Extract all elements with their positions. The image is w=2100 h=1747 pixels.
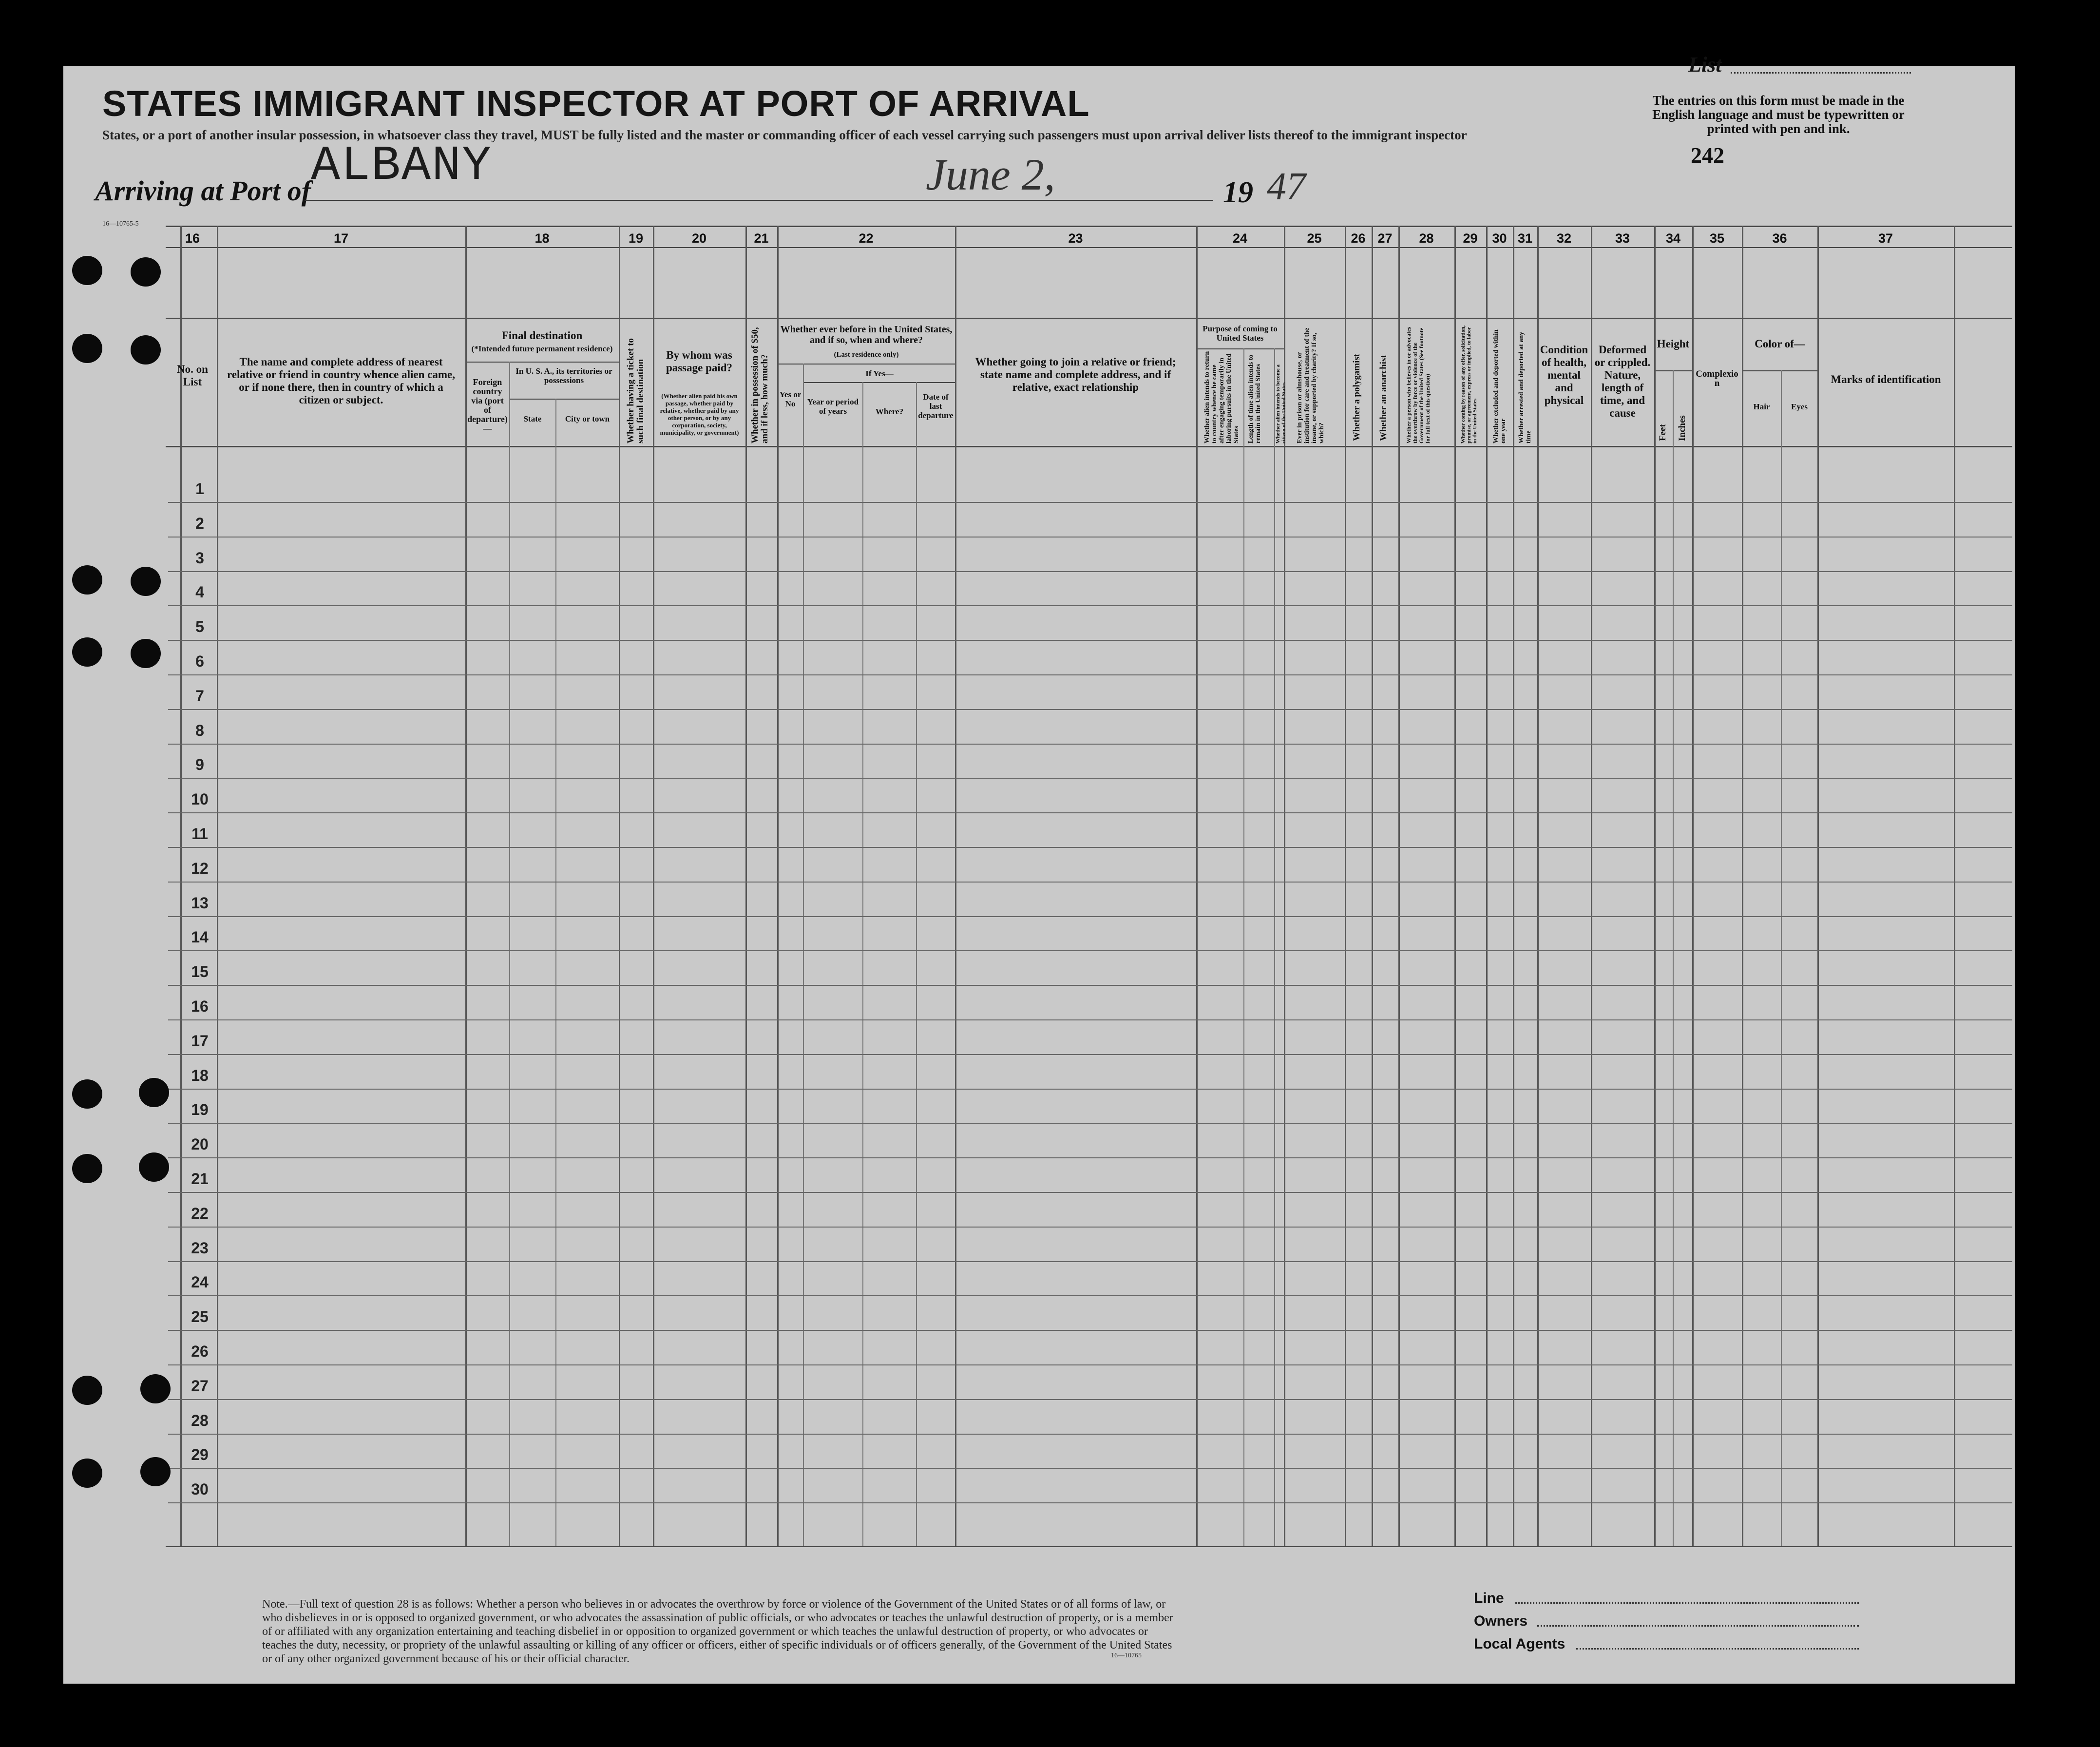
list-label: List <box>1688 53 1722 77</box>
header-q30: Whether excluded and deported within one year <box>1492 329 1507 443</box>
header-final-destination: Final destination <box>501 329 583 342</box>
row-number: 23 <box>191 1239 209 1257</box>
colnum-22: 22 <box>859 231 874 246</box>
row-rule <box>168 1123 2012 1124</box>
col-line <box>955 226 956 1546</box>
row-rule <box>168 571 2012 572</box>
row-rule <box>168 1364 2012 1365</box>
row-number: 28 <box>191 1411 209 1429</box>
footer-line-field[interactable] <box>1515 1602 1859 1604</box>
row-rule <box>168 640 2012 641</box>
row-number: 3 <box>195 549 204 567</box>
final-dest-divider <box>465 362 619 363</box>
header-intended-residence: (*Intended future permanent residence) <box>471 344 613 353</box>
footnote: Note.—Full text of question 28 is as follows: Whether a person who believes in or advocates the overthrow by force or violence of the Government of the United States or of all forms of law, or who disbelieves in or is opposed to organized government, or who advocates the assassination of public officials, or who advocates or teaches the unlawful destruction of property, or is a member of or affiliated with any organization entertaining and teaching disbelief in or opposition to organized government or which teaches the unlawful destruction of property, or who advocates or teaches the duty, necessity, or propriety of the unlawful assaulting or killing of any officer or officers, either of specific individuals or of officers generally, of the Government of the United States or of any other organized government because of his or their official character. <box>262 1598 1173 1665</box>
row-rule <box>168 1019 2012 1020</box>
punch-hole <box>72 565 102 595</box>
date-value: June 2, <box>926 150 1055 199</box>
colnum-17: 17 <box>333 231 349 246</box>
punch-hole <box>139 1078 169 1107</box>
row-rule <box>168 882 2012 883</box>
colnum-34: 34 <box>1665 231 1681 246</box>
colnum-35: 35 <box>1709 231 1725 246</box>
row-number: 20 <box>191 1135 209 1153</box>
header-inches: Inches <box>1677 415 1687 441</box>
col-line <box>1591 226 1592 1546</box>
col-line <box>509 362 510 1546</box>
colnum-24: 24 <box>1232 231 1248 246</box>
row-rule <box>168 502 2012 503</box>
col-line <box>1781 370 1782 1546</box>
colnum-25: 25 <box>1307 231 1322 246</box>
row-rule <box>168 1399 2012 1400</box>
header-hair: Hair <box>1753 402 1770 411</box>
header-if-yes: If Yes— <box>865 369 894 378</box>
colnum-31: 31 <box>1517 231 1533 246</box>
row-rule <box>168 709 2012 710</box>
col-line <box>1673 370 1674 1546</box>
col-line <box>803 364 804 1546</box>
col-line <box>1817 226 1819 1546</box>
col-line <box>1274 348 1275 1546</box>
header-yes-no: Yes or No <box>779 390 802 408</box>
header-last-residence: (Last residence only) <box>834 351 899 359</box>
row-rule <box>168 537 2012 538</box>
table-bottom-border <box>166 1546 2012 1547</box>
form-notice: The entries on this form must be made in the English language and must be typewritten or printed with pen and ink. <box>1652 93 1905 136</box>
row-rule <box>168 605 2012 606</box>
year-value: 47 <box>1267 165 1306 208</box>
row-number: 18 <box>191 1066 209 1084</box>
punch-hole <box>72 637 102 667</box>
footer-code: 16—10765 <box>1111 1652 1142 1659</box>
row-number: 12 <box>191 859 209 877</box>
punch-hole <box>72 334 102 363</box>
col-line <box>1486 226 1488 1546</box>
header-purpose-b: Length of time alien intends to remain in the United States <box>1247 354 1262 443</box>
header-q28: Whether a person who believes in or advocates the overthrow by force or violence of the Government of the United States (See footnote for full text of this question) <box>1405 326 1431 443</box>
form-code: 16—10765-5 <box>102 220 139 228</box>
header-in-usa: In U. S. A., its territories or possessions <box>515 366 612 385</box>
header-divider-mid <box>166 318 2012 319</box>
header-city: City or town <box>565 414 610 423</box>
header-feet: Feet <box>1658 424 1668 441</box>
colnum-36: 36 <box>1772 231 1787 246</box>
header-eyes: Eyes <box>1791 402 1808 411</box>
col-line <box>1454 226 1456 1546</box>
row-rule <box>168 1227 2012 1228</box>
row-rule <box>168 1192 2012 1193</box>
row-number: 2 <box>195 514 204 532</box>
col-line <box>1742 226 1743 1546</box>
col-line <box>916 382 917 1546</box>
port-field-line[interactable] <box>305 200 877 201</box>
row-number: 25 <box>191 1308 209 1326</box>
row-rule <box>168 812 2012 813</box>
header-purpose-c: Whether alien intends to become a citizen of the United States <box>1275 364 1287 443</box>
header-height: Height <box>1657 338 1690 350</box>
row-rule <box>168 1157 2012 1158</box>
colnum-19: 19 <box>628 231 644 246</box>
header-foreign-country: Foreign country via (port of departure)— <box>467 377 508 433</box>
row-rule <box>168 985 2012 986</box>
header-no-on-list: No. on List <box>177 363 208 388</box>
col-line <box>1196 226 1198 1546</box>
col-line <box>619 226 620 1546</box>
row-number: 5 <box>195 618 204 636</box>
document-sheet <box>63 66 2015 1684</box>
header-prison: Ever in prison or almshouse, or institution for care and treatment of the insane, or supported by charity? If so, which? <box>1296 327 1325 443</box>
header-marks: Marks of identification <box>1831 373 1941 385</box>
header-ticket: Whether having a ticket to such final destination <box>626 338 646 443</box>
col-line <box>777 226 779 1546</box>
header-polygamist: Whether a polygamist <box>1352 353 1362 441</box>
colnum-32: 32 <box>1556 231 1572 246</box>
row-number: 19 <box>191 1101 209 1119</box>
col-line <box>1692 226 1694 1546</box>
punch-hole <box>72 1154 102 1183</box>
header-passage-note: (Whether alien paid his own passage, whether paid by relative, whether paid by any other person, or by any corporation, society, municipality, or government) <box>660 392 739 436</box>
row-number: 7 <box>195 687 204 705</box>
colnum-30: 30 <box>1492 231 1507 246</box>
row-number: 14 <box>191 928 209 946</box>
footer-line-label: Line <box>1474 1590 1504 1606</box>
header-complexion: Complexion <box>1696 369 1738 388</box>
colnum-29: 29 <box>1463 231 1478 246</box>
col-line <box>1372 226 1373 1546</box>
form-number: 242 <box>1691 143 1724 168</box>
colnum-18: 18 <box>535 231 550 246</box>
list-number-line[interactable] <box>1731 72 1911 74</box>
header-q29: Whether coming by reason of any offer, solicitation, promise, or agreement, express or implied, to labor in the United States <box>1460 325 1478 443</box>
punch-hole <box>72 1376 102 1405</box>
col-line <box>653 226 654 1546</box>
punch-hole <box>72 1459 102 1488</box>
usa-divider <box>509 399 619 400</box>
row-rule <box>168 1502 2012 1503</box>
row-rule <box>168 1330 2012 1331</box>
col-line <box>862 382 863 1546</box>
colnum-28: 28 <box>1419 231 1434 246</box>
row-number: 26 <box>191 1343 209 1360</box>
header-ever-before: Whether ever before in the United States, and if so, when and where? <box>780 324 953 346</box>
if-yes-divider <box>803 382 955 383</box>
row-rule <box>168 1295 2012 1296</box>
col-line <box>1654 226 1656 1546</box>
header-state: State <box>523 414 542 423</box>
row-number: 29 <box>191 1446 209 1464</box>
punch-hole <box>131 567 161 596</box>
row-rule <box>168 778 2012 779</box>
col-line <box>1345 226 1346 1546</box>
punch-hole <box>140 1374 171 1403</box>
colnum-33: 33 <box>1615 231 1630 246</box>
row-number: 1 <box>195 480 204 498</box>
row-number: 16 <box>191 998 209 1015</box>
row-number: 30 <box>191 1480 209 1498</box>
header-color-of: Color of— <box>1755 338 1805 350</box>
row-number: 13 <box>191 894 209 912</box>
footer-owners-field[interactable] <box>1537 1625 1859 1627</box>
punch-hole <box>72 256 102 285</box>
colnum-26: 26 <box>1351 231 1366 246</box>
header-possession-50: Whether in possession of $50, and if less, how much? <box>750 327 770 443</box>
col-line <box>1513 226 1514 1546</box>
row-number: 15 <box>191 963 209 981</box>
col-line <box>1243 348 1244 1546</box>
header-purpose-a: Whether alien intends to return to country whence he came after engaging temporarily in laboring pursuits in the United States <box>1203 351 1240 443</box>
punch-hole <box>131 639 161 668</box>
row-rule <box>168 1054 2012 1055</box>
punch-hole <box>131 257 161 287</box>
row-number: 4 <box>195 583 204 601</box>
punch-hole <box>131 335 161 365</box>
row-number: 24 <box>191 1273 209 1291</box>
header-condition: Condition of health, mental and physical <box>1540 344 1588 406</box>
footer-agents-label: Local Agents <box>1474 1636 1565 1652</box>
colnum-16: 16 <box>185 231 200 246</box>
row-number: 22 <box>191 1204 209 1222</box>
row-number: 21 <box>191 1170 209 1188</box>
form-title: STATES IMMIGRANT INSPECTOR AT PORT OF ARRIVAL <box>102 83 1090 124</box>
row-rule <box>168 674 2012 675</box>
header-join-relative: Whether going to join a relative or friend; state name and complete address, and if relative, exact relationship <box>975 356 1176 393</box>
colnum-27: 27 <box>1377 231 1393 246</box>
header-q31: Whether arrested and deported at any time <box>1518 331 1532 443</box>
header-nearest-relative: The name and complete address of nearest relative or friend in country whence alien came, or if none there, then in country of which a citizen or subject. <box>227 356 455 406</box>
row-rule <box>168 950 2012 951</box>
footer-agents-field[interactable] <box>1576 1648 1859 1650</box>
header-purpose: Purpose of coming to United States <box>1203 324 1278 343</box>
header-where: Where? <box>875 407 904 416</box>
header-bottom-border <box>166 446 2012 447</box>
row-rule <box>168 847 2012 848</box>
header-year-period: Year or period of years <box>807 397 859 416</box>
row-rule <box>168 1261 2012 1262</box>
colnum-20: 20 <box>691 231 707 246</box>
colnum-23: 23 <box>1068 231 1083 246</box>
punch-hole <box>139 1152 169 1182</box>
row-rule <box>168 1434 2012 1435</box>
row-number: 11 <box>191 825 208 843</box>
row-rule <box>168 1468 2012 1469</box>
row-rule <box>168 1089 2012 1090</box>
footer-owners-label: Owners <box>1474 1613 1528 1629</box>
row-rule <box>168 744 2012 745</box>
arriving-label: Arriving at Port of <box>95 175 311 207</box>
col-line <box>1537 226 1539 1546</box>
row-number: 17 <box>191 1032 209 1050</box>
col-line <box>1398 226 1400 1546</box>
header-date-departure: Date of last departure <box>918 392 954 420</box>
header-anarchist: Whether an anarchist <box>1378 355 1389 441</box>
row-number: 10 <box>191 790 209 808</box>
col-line <box>1954 226 1955 1546</box>
colnum-21: 21 <box>754 231 769 246</box>
colnum-37: 37 <box>1878 231 1893 246</box>
punch-hole <box>72 1079 102 1109</box>
punch-hole <box>140 1457 171 1486</box>
row-rule <box>168 916 2012 917</box>
row-number: 6 <box>195 653 204 670</box>
year-prefix: 19 <box>1223 176 1253 209</box>
row-number: 9 <box>195 756 204 774</box>
row-number: 8 <box>195 721 204 739</box>
row-number: 27 <box>191 1377 209 1395</box>
header-deformed: Deformed or crippled. Nature, length of time, and cause <box>1594 344 1651 419</box>
col-line <box>745 226 747 1546</box>
date-field-line[interactable] <box>877 200 1213 201</box>
port-value: ALBANY <box>311 139 493 194</box>
color-divider <box>1742 370 1817 371</box>
purpose-divider <box>1196 348 1284 349</box>
form-subtitle: States, or a port of another insular possession, in whatsoever class they travel, MUST be fully listed and the master or commanding officer of each vessel carrying such passengers must upon arrival deliver lists thereof to the immigrant inspector <box>102 128 1467 142</box>
header-passage-paid: By whom was passage paid? <box>666 349 733 374</box>
